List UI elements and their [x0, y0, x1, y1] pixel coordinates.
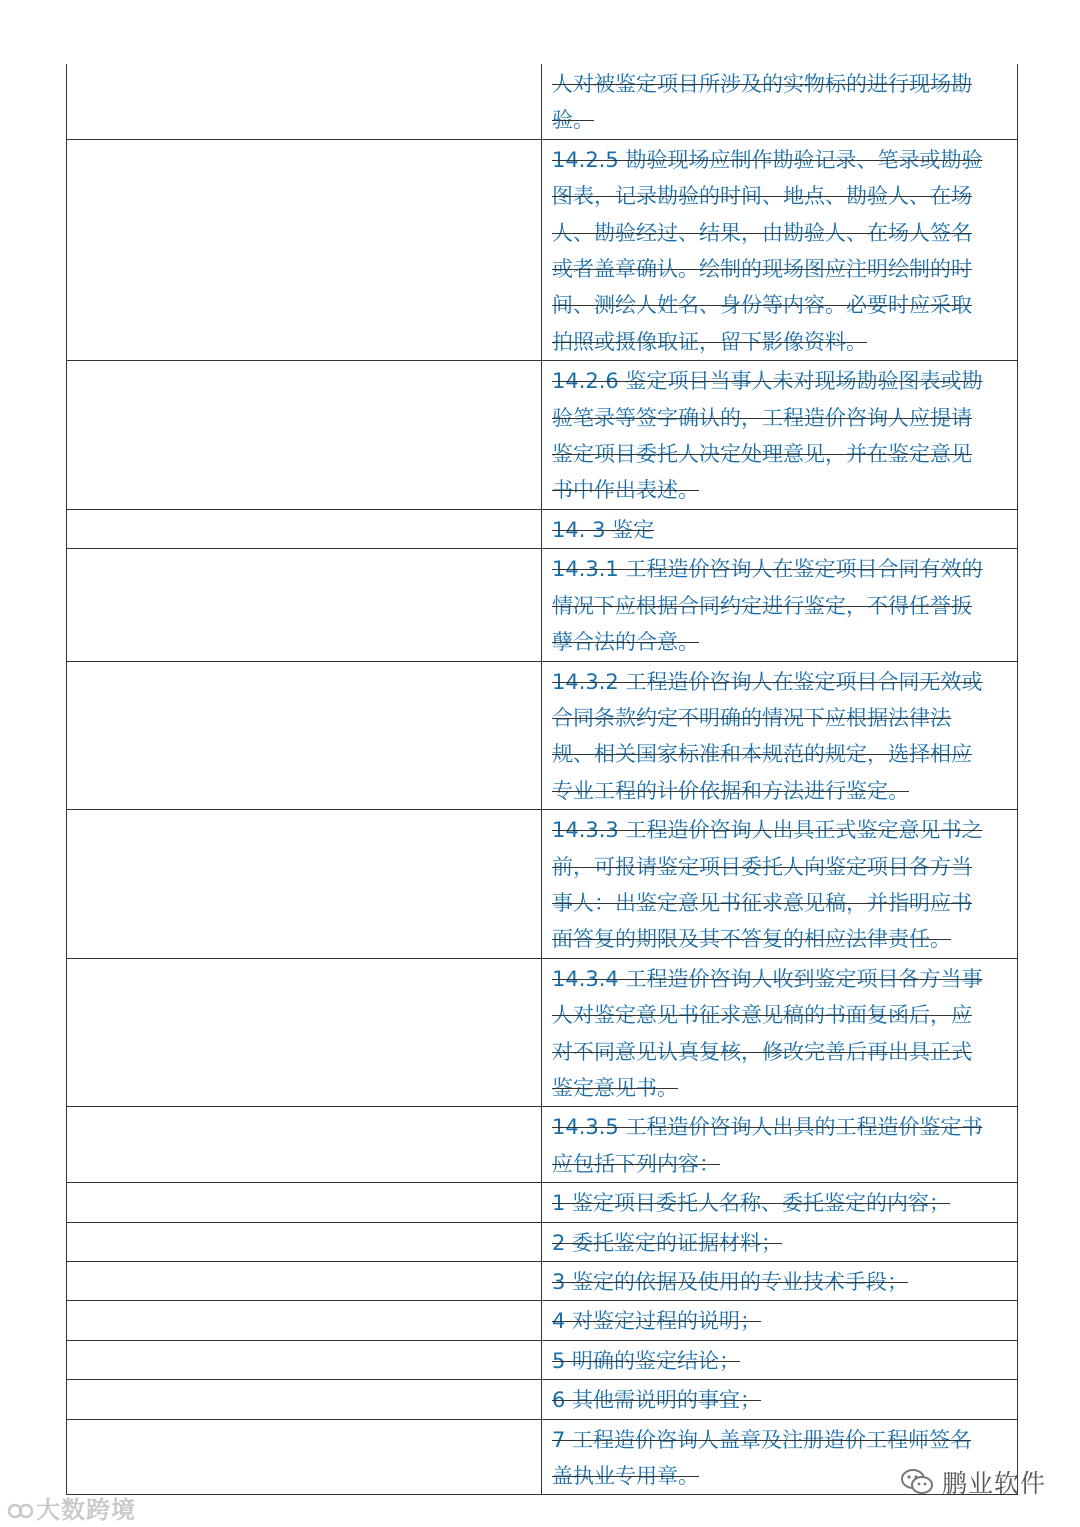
original-clause-text — [67, 1301, 541, 1303]
deleted-clause-text: 5 明确的鉴定结论； — [552, 1348, 741, 1373]
deleted-clause-text: 人对被鉴定项目所涉及的实物标的进行现场勘验。 — [552, 72, 972, 133]
deleted-clause-text: 2 委托鉴定的证据材料； — [552, 1230, 783, 1255]
table-row — [67, 1340, 1018, 1379]
table-row — [67, 64, 1018, 139]
deleted-clause-text: 14.2.5 勘验现场应制作勘验记录、笔录或勘验图表，记录勘验的时间、地点、勘验人、在场人、勘验经过、结果，由勘验人、在场人签名或者盖章确认。绘制的现场图应注明绘制的时间、测绘人姓名、身份等内容。必要时应采取拍照或摄像取证，留下影像资料。 — [552, 147, 983, 354]
table-row — [67, 549, 1018, 661]
table-body — [67, 64, 1018, 1495]
deleted-clause-cell — [542, 1222, 1018, 1261]
deleted-clause-text: 4 对鉴定过程的说明； — [552, 1309, 762, 1334]
original-clause-text — [67, 361, 541, 363]
original-clause-cell — [67, 1222, 542, 1261]
table-row — [67, 1222, 1018, 1261]
original-clause-text — [67, 1420, 541, 1422]
deleted-clause-cell — [542, 1107, 1018, 1183]
original-clause-cell — [67, 1380, 542, 1419]
deleted-clause-text: 14.3.2 工程造价咨询人在鉴定项目合同无效或合同条款约定不明确的情况下应根据法律法规、相关国家标准和本规范的规定，选择相应专业工程的计价依据和方法进行鉴定。 — [552, 669, 983, 803]
table-row — [67, 1183, 1018, 1222]
original-clause-cell — [67, 64, 542, 139]
table-row — [67, 810, 1018, 959]
original-clause-cell — [67, 1301, 542, 1340]
original-clause-cell — [67, 139, 542, 360]
deleted-clause-cell — [542, 661, 1018, 810]
deleted-clause-cell — [542, 64, 1018, 139]
table-row — [67, 1262, 1018, 1301]
deleted-clause-cell — [542, 1301, 1018, 1340]
wechat-icon — [900, 1467, 934, 1497]
deleted-clause-text: 14.3.4 工程造价咨询人收到鉴定项目各方当事人对鉴定意见书征求意见稿的书面复函后，应对不同意见认真复核，修改完善后再出具正式鉴定意见书。 — [552, 966, 983, 1100]
original-clause-text — [67, 1107, 541, 1109]
table-row — [67, 958, 1018, 1107]
original-clause-cell — [67, 958, 542, 1107]
original-clause-text — [67, 1223, 541, 1225]
deleted-clause-cell — [542, 361, 1018, 510]
deleted-clause-text: 14.3.5 工程造价咨询人出具的工程造价鉴定书应包括下列内容： — [552, 1115, 983, 1176]
deleted-clause-text: 1 鉴定项目委托人名称、委托鉴定的内容； — [552, 1191, 951, 1216]
table-row — [67, 509, 1018, 548]
watermark-left-text: 大数跨境 — [36, 1496, 136, 1524]
table-row — [67, 139, 1018, 360]
deleted-clause-cell — [542, 958, 1018, 1107]
table-row — [67, 1380, 1018, 1419]
original-clause-text — [67, 140, 541, 142]
deleted-clause-cell — [542, 1380, 1018, 1419]
deleted-clause-text: 14. 3 鉴定 — [552, 517, 655, 542]
table-row — [67, 1107, 1018, 1183]
original-clause-text — [67, 662, 541, 664]
comparison-table — [66, 64, 1018, 1495]
deleted-clause-text: 6 其他需说明的事宜； — [552, 1388, 762, 1413]
original-clause-cell — [67, 1107, 542, 1183]
deleted-clause-cell — [542, 1183, 1018, 1222]
original-clause-text — [67, 510, 541, 512]
original-clause-cell — [67, 1183, 542, 1222]
original-clause-text — [67, 810, 541, 812]
original-clause-text — [67, 64, 541, 66]
original-clause-text — [67, 1262, 541, 1264]
deleted-clause-cell — [542, 549, 1018, 661]
table-row — [67, 1419, 1018, 1495]
deleted-clause-text: 3 鉴定的依据及使用的专业技术手段； — [552, 1270, 909, 1294]
deleted-clause-cell — [542, 139, 1018, 360]
original-clause-cell — [67, 509, 542, 548]
deleted-clause-text: 14.2.6 鉴定项目当事人未对现场勘验图表或勘验笔录等签字确认的，工程造价咨询人应提请鉴定项目委托人决定处理意见，并在鉴定意见书中作出表述。 — [552, 369, 983, 503]
deleted-clause-text: 14.3.1 工程造价咨询人在鉴定项目合同有效的情况下应根据合同约定进行鉴定，不得任誉扳孽合法的合意。 — [552, 557, 983, 655]
original-clause-text — [67, 1341, 541, 1343]
deleted-clause-cell — [542, 1340, 1018, 1379]
deleted-clause-cell — [542, 810, 1018, 959]
table-row — [67, 661, 1018, 810]
watermark-left — [6, 1490, 136, 1525]
table-row — [67, 1301, 1018, 1340]
link-icon — [6, 1500, 36, 1522]
deleted-clause-text: 14.3.3 工程造价咨询人出具正式鉴定意见书之前，可报请鉴定项目委托人向鉴定项目各方当事人：出鉴定意见书征求意见稿，并指明应书面答复的期限及其不答复的相应法律责任。 — [552, 818, 983, 952]
deleted-clause-cell — [542, 1262, 1018, 1301]
original-clause-cell — [67, 1419, 542, 1495]
deleted-clause-cell — [542, 509, 1018, 548]
original-clause-text — [67, 549, 541, 551]
original-clause-text — [67, 959, 541, 961]
original-clause-cell — [67, 1262, 542, 1301]
deleted-clause-text: 7 工程造价咨询人盖章及注册造价工程师签名盖执业专用章。 — [552, 1427, 972, 1489]
original-clause-cell — [67, 549, 542, 661]
original-clause-text — [67, 1380, 541, 1382]
original-clause-cell — [67, 1340, 542, 1379]
original-clause-cell — [67, 661, 542, 810]
brand-name: 鹏业软件 — [942, 1469, 1047, 1498]
table-row — [67, 361, 1018, 510]
original-clause-cell — [67, 361, 542, 510]
watermark-right — [900, 1462, 1046, 1502]
original-clause-text — [67, 1183, 541, 1185]
original-clause-cell — [67, 810, 542, 959]
